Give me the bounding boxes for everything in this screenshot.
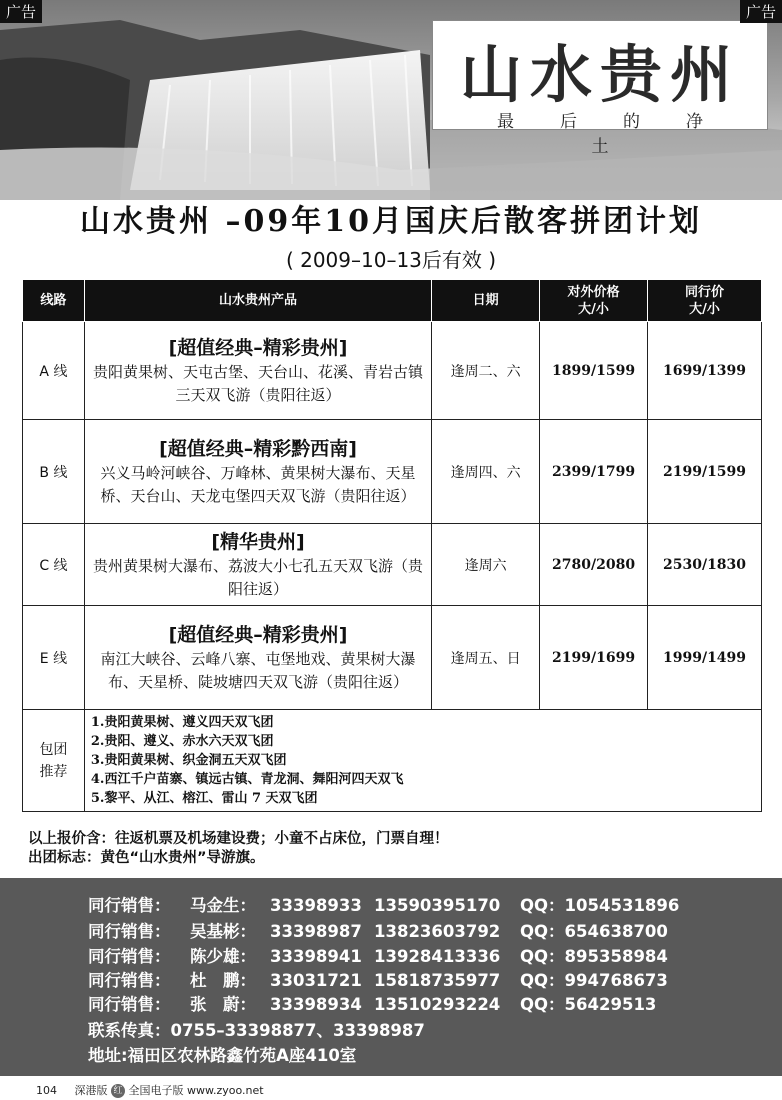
public-price: 2199/1699 — [540, 606, 648, 710]
header-peer-price: 同行价 大/小 — [648, 280, 762, 322]
product-desc: 南江大峡谷、云峰八寨、屯堡地戏、黄果树大瀑布、天星桥、陡坡塘四天双飞游（贵阳往返） — [100, 649, 416, 691]
edition-label: 深港版 — [74, 1084, 108, 1097]
edition-badge-icon: 红 — [111, 1084, 125, 1098]
public-price: 2780/2080 — [540, 524, 648, 606]
group-tour-row — [23, 710, 762, 812]
page-number: 104 — [36, 1084, 57, 1097]
ad-tag-left: 广告 — [0, 0, 42, 23]
sales-contact-row: 同行销售： 马金生： 33398933 13590395170 QQ：1054531896 — [88, 896, 680, 915]
note-line: 出团标志：黄色“山水贵州”导游旗。 — [28, 850, 265, 866]
date-cell: 逢周六 — [432, 524, 540, 606]
product-desc: 兴义马岭河峡谷、万峰林、黄果树大瀑布、天星桥、天台山、天龙屯堡四天双飞游（贵阳往返） — [100, 463, 416, 505]
table-row — [23, 524, 762, 606]
list-item: 2.贵阳、遵义、赤水六天双飞团 — [90, 734, 274, 749]
product-name: [超值经典–精彩贵州] — [168, 623, 348, 646]
product-name: [超值经典–精彩贵州] — [168, 336, 348, 359]
list-item: 5.黎平、从江、榕江、雷山 7 天双飞团 — [90, 791, 318, 806]
table-row — [23, 322, 762, 420]
peer-price: 1699/1399 — [648, 322, 762, 420]
public-price: 1899/1599 — [540, 322, 648, 420]
price-notes — [28, 830, 449, 868]
product-name: [超值经典–精彩黔西南] — [159, 437, 357, 460]
product-desc: 贵州黄果树大瀑布、荔波大小七孔五天双飞游（贵阳往返） — [93, 556, 424, 598]
brand-subtitle: 最后的净土 — [497, 112, 749, 157]
header-line: 线路 — [23, 280, 85, 322]
brand-title: 山水贵州 — [459, 38, 740, 111]
peer-price: 1999/1499 — [648, 606, 762, 710]
public-price: 2399/1799 — [540, 420, 648, 524]
brand-logo-box — [432, 20, 768, 157]
address-line: 地址:福田区农林路鑫竹苑A座410室 — [88, 1046, 357, 1065]
table-row — [23, 606, 762, 710]
header-date: 日期 — [432, 280, 540, 322]
date-cell: 逢周五、日 — [432, 606, 540, 710]
site-label: 全国电子版 www.zyoo.net — [128, 1084, 264, 1097]
list-item: 3.贵阳黄果树、织金洞五天双飞团 — [90, 753, 287, 768]
header-public-price: 对外价格 大/小 — [540, 280, 648, 322]
header-product: 山水贵州产品 — [84, 280, 431, 322]
sales-contact-row: 同行销售： 吴基彬： 33398987 13823603792 QQ：654638700 — [88, 922, 668, 941]
sales-contact-row: 同行销售： 张 蔚： 33398934 13510293224 QQ：56429513 — [88, 995, 657, 1014]
sales-contact-row: 同行销售： 杜 鹏： 33031721 15818735977 QQ：994768673 — [88, 971, 668, 990]
contact-panel — [0, 878, 782, 1076]
table-header-row — [23, 280, 762, 322]
list-item: 1.贵阳黄果树、遵义四天双飞团 — [90, 715, 274, 730]
product-desc: 贵阳黄果树、天屯古堡、天台山、花溪、青岩古镇三天双飞游（贵阳往返） — [93, 362, 424, 404]
product-name: [精华贵州] — [211, 530, 305, 553]
note-line: 以上报价含：往返机票及机场建设费；小童不占床位，门票自理！ — [28, 831, 449, 847]
product-cell — [84, 524, 431, 606]
product-cell — [84, 420, 431, 524]
headline: 山水贵州 –09年10月国庆后散客拼团计划 — [80, 204, 702, 239]
peer-price: 2199/1599 — [648, 420, 762, 524]
peer-price: 2530/1830 — [648, 524, 762, 606]
fax-line: 联系传真：0755–33398877、33398987 — [88, 1021, 425, 1040]
sales-contact-row: 同行销售： 陈少雄： 33398941 13928413336 QQ：895358984 — [88, 947, 668, 966]
line-label: C 线 — [23, 524, 85, 606]
date-cell: 逢周二、六 — [432, 322, 540, 420]
product-cell — [84, 606, 431, 710]
page-footer — [36, 1082, 264, 1098]
list-item: 4.西江千户苗寨、镇远古镇、青龙洞、舞阳河四天双飞 — [90, 772, 404, 787]
product-cell — [84, 322, 431, 420]
group-list — [84, 710, 761, 812]
table-row — [23, 420, 762, 524]
line-label: B 线 — [23, 420, 85, 524]
date-cell: 逢周四、六 — [432, 420, 540, 524]
validity-note: ( 2009–10–13后有效 ) — [285, 248, 497, 272]
ad-tag-right: 广告 — [740, 0, 782, 23]
group-label: 包团 推荐 — [23, 710, 85, 812]
line-label: E 线 — [23, 606, 85, 710]
tour-table — [22, 279, 762, 812]
line-label: A 线 — [23, 322, 85, 420]
